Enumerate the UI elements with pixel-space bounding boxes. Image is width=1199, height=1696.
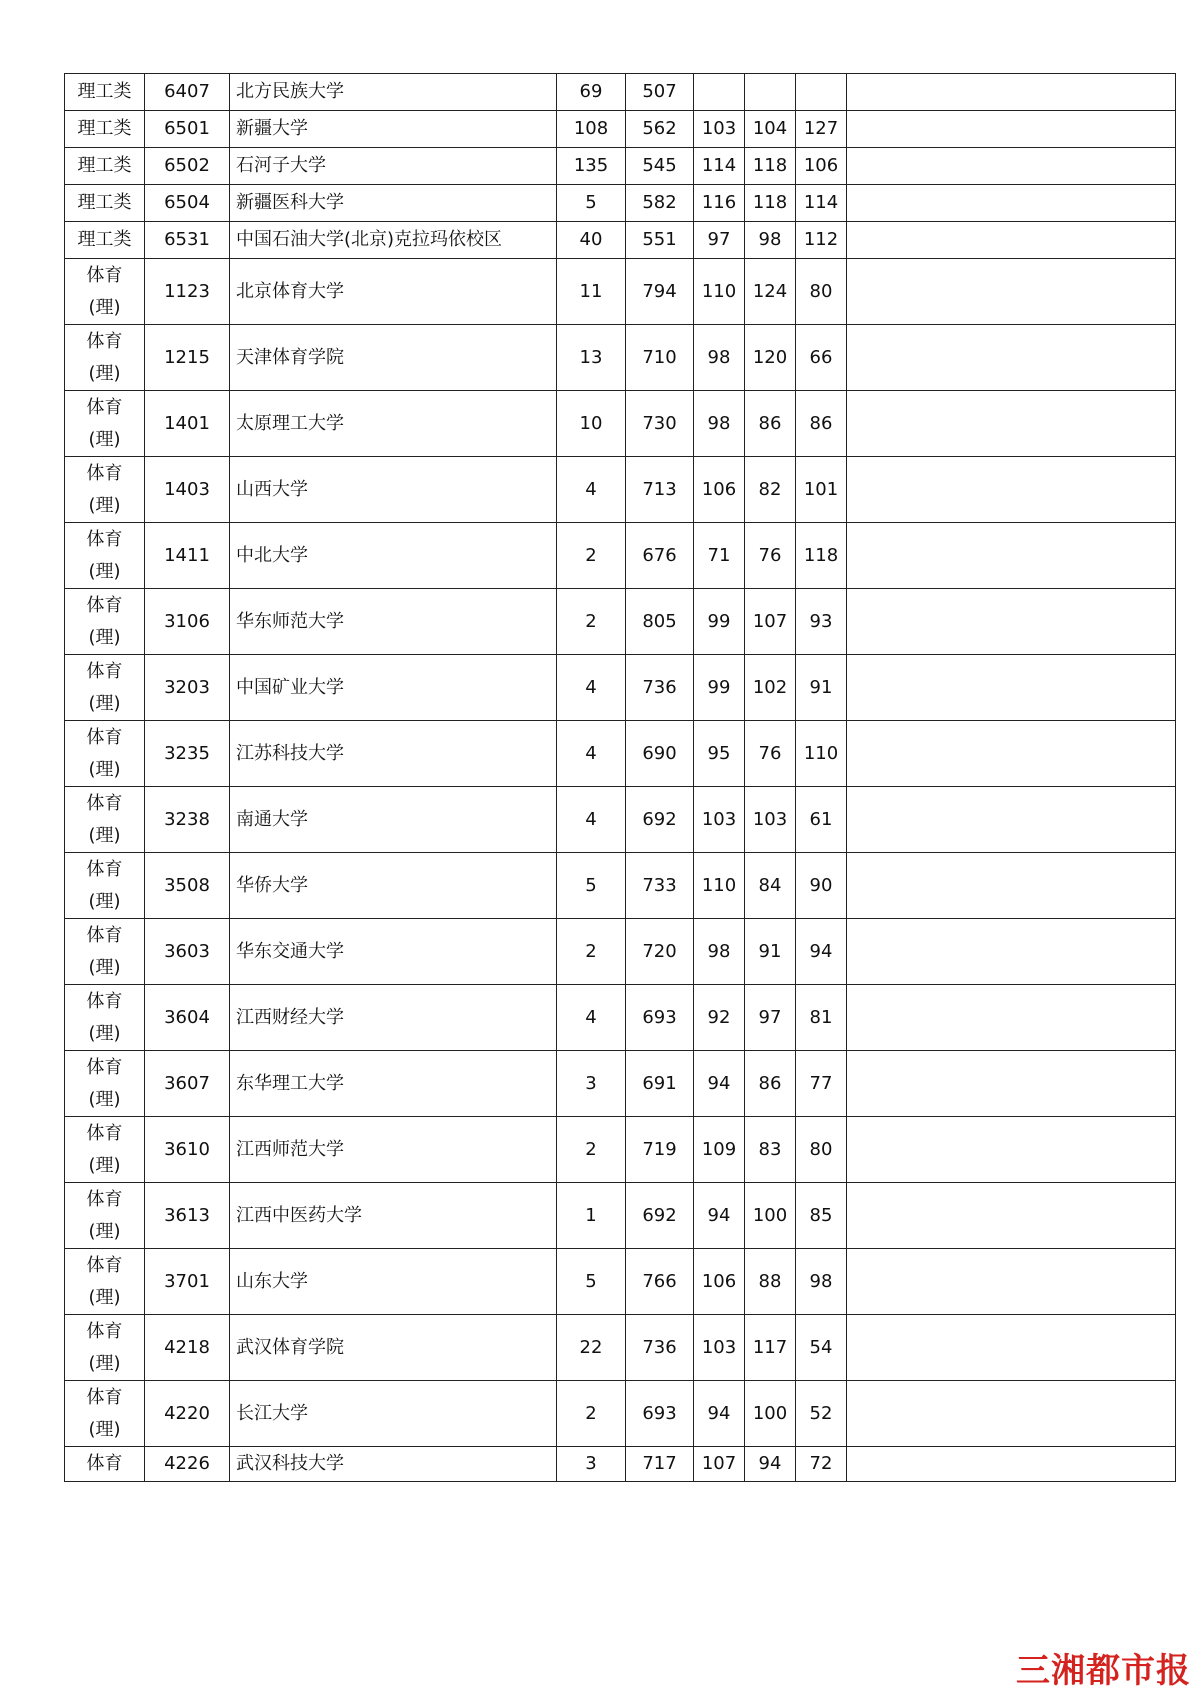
- table-row: [65, 1051, 1176, 1117]
- subject-score-1-cell: 94: [694, 1381, 745, 1447]
- note-cell: [847, 325, 1176, 391]
- category-cell: 体育 (理): [65, 1051, 145, 1117]
- code-cell: 3106: [145, 589, 230, 655]
- school-name-cell: 北京体育大学: [230, 259, 557, 325]
- note-cell: [847, 655, 1176, 721]
- note-cell: [847, 985, 1176, 1051]
- note-cell: [847, 259, 1176, 325]
- code-cell: 6531: [145, 222, 230, 259]
- table-row: [65, 111, 1176, 148]
- table-row: [65, 1381, 1176, 1447]
- code-cell: 3610: [145, 1117, 230, 1183]
- subject-score-2-cell: 83: [745, 1117, 796, 1183]
- note-cell: [847, 74, 1176, 111]
- table-row: [65, 185, 1176, 222]
- note-cell: [847, 185, 1176, 222]
- category-cell: 体育 (理): [65, 523, 145, 589]
- table-row: [65, 655, 1176, 721]
- subject-score-3-cell: 52: [796, 1381, 847, 1447]
- plan-count-cell: 4: [557, 721, 626, 787]
- subject-score-2-cell: 103: [745, 787, 796, 853]
- subject-score-2-cell: [745, 74, 796, 111]
- subject-score-1-cell: 103: [694, 1315, 745, 1381]
- category-cell: 体育: [65, 1447, 145, 1482]
- score-cell: 710: [626, 325, 694, 391]
- table-row: [65, 325, 1176, 391]
- code-cell: 1123: [145, 259, 230, 325]
- subject-score-3-cell: 94: [796, 919, 847, 985]
- plan-count-cell: 4: [557, 655, 626, 721]
- subject-score-1-cell: 98: [694, 391, 745, 457]
- subject-score-3-cell: 106: [796, 148, 847, 185]
- category-cell: 体育 (理): [65, 1117, 145, 1183]
- plan-count-cell: 5: [557, 853, 626, 919]
- subject-score-2-cell: 98: [745, 222, 796, 259]
- table-row: [65, 853, 1176, 919]
- category-cell: 体育 (理): [65, 391, 145, 457]
- code-cell: 3603: [145, 919, 230, 985]
- plan-count-cell: 13: [557, 325, 626, 391]
- category-cell: 理工类: [65, 222, 145, 259]
- table-row: [65, 787, 1176, 853]
- plan-count-cell: 135: [557, 148, 626, 185]
- subject-score-1-cell: 71: [694, 523, 745, 589]
- plan-count-cell: 2: [557, 1381, 626, 1447]
- table-row: [65, 148, 1176, 185]
- subject-score-1-cell: 103: [694, 111, 745, 148]
- subject-score-1-cell: 97: [694, 222, 745, 259]
- note-cell: [847, 1117, 1176, 1183]
- note-cell: [847, 919, 1176, 985]
- category-cell: 理工类: [65, 74, 145, 111]
- score-cell: 717: [626, 1447, 694, 1482]
- subject-score-2-cell: 118: [745, 148, 796, 185]
- subject-score-2-cell: 82: [745, 457, 796, 523]
- school-name-cell: 石河子大学: [230, 148, 557, 185]
- school-name-cell: 华东师范大学: [230, 589, 557, 655]
- subject-score-2-cell: 107: [745, 589, 796, 655]
- subject-score-2-cell: 76: [745, 721, 796, 787]
- subject-score-1-cell: 94: [694, 1051, 745, 1117]
- plan-count-cell: 3: [557, 1447, 626, 1482]
- subject-score-2-cell: 100: [745, 1183, 796, 1249]
- subject-score-1-cell: 99: [694, 589, 745, 655]
- code-cell: 1403: [145, 457, 230, 523]
- note-cell: [847, 853, 1176, 919]
- code-cell: 4220: [145, 1381, 230, 1447]
- school-name-cell: 中国石油大学(北京)克拉玛依校区: [230, 222, 557, 259]
- score-cell: 582: [626, 185, 694, 222]
- subject-score-1-cell: 98: [694, 919, 745, 985]
- plan-count-cell: 4: [557, 457, 626, 523]
- school-name-cell: 长江大学: [230, 1381, 557, 1447]
- category-cell: 体育 (理): [65, 589, 145, 655]
- subject-score-3-cell: [796, 74, 847, 111]
- subject-score-2-cell: 120: [745, 325, 796, 391]
- school-name-cell: 江西师范大学: [230, 1117, 557, 1183]
- subject-score-1-cell: 106: [694, 1249, 745, 1315]
- subject-score-3-cell: 66: [796, 325, 847, 391]
- score-cell: 507: [626, 74, 694, 111]
- subject-score-1-cell: 116: [694, 185, 745, 222]
- subject-score-3-cell: 90: [796, 853, 847, 919]
- category-cell: 体育 (理): [65, 325, 145, 391]
- subject-score-1-cell: 98: [694, 325, 745, 391]
- subject-score-3-cell: 85: [796, 1183, 847, 1249]
- plan-count-cell: 40: [557, 222, 626, 259]
- newspaper-logo: 三湘都市报: [1016, 1651, 1191, 1691]
- subject-score-3-cell: 114: [796, 185, 847, 222]
- subject-score-3-cell: 80: [796, 259, 847, 325]
- table-row: [65, 523, 1176, 589]
- score-cell: 719: [626, 1117, 694, 1183]
- score-cell: 691: [626, 1051, 694, 1117]
- school-name-cell: 中北大学: [230, 523, 557, 589]
- school-name-cell: 东华理工大学: [230, 1051, 557, 1117]
- school-name-cell: 华侨大学: [230, 853, 557, 919]
- subject-score-1-cell: 106: [694, 457, 745, 523]
- note-cell: [847, 1183, 1176, 1249]
- admissions-table: [64, 73, 1176, 1482]
- plan-count-cell: 2: [557, 523, 626, 589]
- plan-count-cell: 2: [557, 919, 626, 985]
- note-cell: [847, 1249, 1176, 1315]
- plan-count-cell: 5: [557, 1249, 626, 1315]
- plan-count-cell: 69: [557, 74, 626, 111]
- category-cell: 体育 (理): [65, 1381, 145, 1447]
- score-cell: 730: [626, 391, 694, 457]
- table-row: [65, 457, 1176, 523]
- score-cell: 692: [626, 1183, 694, 1249]
- subject-score-3-cell: 118: [796, 523, 847, 589]
- subject-score-3-cell: 61: [796, 787, 847, 853]
- plan-count-cell: 10: [557, 391, 626, 457]
- school-name-cell: 南通大学: [230, 787, 557, 853]
- subject-score-1-cell: 110: [694, 853, 745, 919]
- category-cell: 理工类: [65, 148, 145, 185]
- subject-score-2-cell: 104: [745, 111, 796, 148]
- subject-score-1-cell: 103: [694, 787, 745, 853]
- subject-score-2-cell: 117: [745, 1315, 796, 1381]
- subject-score-3-cell: 80: [796, 1117, 847, 1183]
- category-cell: 体育 (理): [65, 457, 145, 523]
- subject-score-2-cell: 84: [745, 853, 796, 919]
- school-name-cell: 武汉体育学院: [230, 1315, 557, 1381]
- score-cell: 562: [626, 111, 694, 148]
- code-cell: 3604: [145, 985, 230, 1051]
- table-row: [65, 259, 1176, 325]
- note-cell: [847, 222, 1176, 259]
- code-cell: 4218: [145, 1315, 230, 1381]
- score-cell: 766: [626, 1249, 694, 1315]
- table-body: [65, 74, 1176, 1482]
- subject-score-1-cell: 109: [694, 1117, 745, 1183]
- plan-count-cell: 2: [557, 589, 626, 655]
- school-name-cell: 江苏科技大学: [230, 721, 557, 787]
- code-cell: 1411: [145, 523, 230, 589]
- plan-count-cell: 108: [557, 111, 626, 148]
- subject-score-3-cell: 110: [796, 721, 847, 787]
- school-name-cell: 天津体育学院: [230, 325, 557, 391]
- plan-count-cell: 1: [557, 1183, 626, 1249]
- score-cell: 733: [626, 853, 694, 919]
- score-cell: 551: [626, 222, 694, 259]
- score-cell: 794: [626, 259, 694, 325]
- plan-count-cell: 2: [557, 1117, 626, 1183]
- table-row: [65, 222, 1176, 259]
- subject-score-1-cell: 110: [694, 259, 745, 325]
- subject-score-1-cell: 95: [694, 721, 745, 787]
- school-name-cell: 中国矿业大学: [230, 655, 557, 721]
- subject-score-1-cell: 107: [694, 1447, 745, 1482]
- code-cell: 6407: [145, 74, 230, 111]
- category-cell: 体育 (理): [65, 919, 145, 985]
- subject-score-3-cell: 93: [796, 589, 847, 655]
- score-cell: 676: [626, 523, 694, 589]
- subject-score-2-cell: 100: [745, 1381, 796, 1447]
- category-cell: 体育 (理): [65, 1183, 145, 1249]
- code-cell: 4226: [145, 1447, 230, 1482]
- code-cell: 1401: [145, 391, 230, 457]
- subject-score-2-cell: 102: [745, 655, 796, 721]
- score-cell: 545: [626, 148, 694, 185]
- note-cell: [847, 1447, 1176, 1482]
- school-name-cell: 山西大学: [230, 457, 557, 523]
- code-cell: 3235: [145, 721, 230, 787]
- code-cell: 3613: [145, 1183, 230, 1249]
- score-cell: 713: [626, 457, 694, 523]
- category-cell: 体育 (理): [65, 853, 145, 919]
- subject-score-3-cell: 72: [796, 1447, 847, 1482]
- score-cell: 720: [626, 919, 694, 985]
- score-cell: 736: [626, 655, 694, 721]
- note-cell: [847, 721, 1176, 787]
- plan-count-cell: 22: [557, 1315, 626, 1381]
- category-cell: 体育 (理): [65, 655, 145, 721]
- code-cell: 1215: [145, 325, 230, 391]
- score-cell: 736: [626, 1315, 694, 1381]
- note-cell: [847, 787, 1176, 853]
- code-cell: 6501: [145, 111, 230, 148]
- subject-score-2-cell: 91: [745, 919, 796, 985]
- subject-score-1-cell: 94: [694, 1183, 745, 1249]
- subject-score-3-cell: 101: [796, 457, 847, 523]
- subject-score-3-cell: 81: [796, 985, 847, 1051]
- table-row: [65, 1447, 1176, 1482]
- note-cell: [847, 1381, 1176, 1447]
- table-row: [65, 74, 1176, 111]
- school-name-cell: 山东大学: [230, 1249, 557, 1315]
- category-cell: 体育 (理): [65, 985, 145, 1051]
- score-cell: 690: [626, 721, 694, 787]
- note-cell: [847, 1315, 1176, 1381]
- subject-score-3-cell: 98: [796, 1249, 847, 1315]
- table-row: [65, 985, 1176, 1051]
- table-row: [65, 589, 1176, 655]
- table-row: [65, 919, 1176, 985]
- table-row: [65, 391, 1176, 457]
- note-cell: [847, 457, 1176, 523]
- code-cell: 3701: [145, 1249, 230, 1315]
- subject-score-2-cell: 94: [745, 1447, 796, 1482]
- note-cell: [847, 391, 1176, 457]
- subject-score-3-cell: 54: [796, 1315, 847, 1381]
- school-name-cell: 北方民族大学: [230, 74, 557, 111]
- category-cell: 体育 (理): [65, 721, 145, 787]
- code-cell: 6502: [145, 148, 230, 185]
- subject-score-2-cell: 118: [745, 185, 796, 222]
- plan-count-cell: 3: [557, 1051, 626, 1117]
- subject-score-2-cell: 86: [745, 1051, 796, 1117]
- note-cell: [847, 1051, 1176, 1117]
- plan-count-cell: 5: [557, 185, 626, 222]
- score-cell: 693: [626, 985, 694, 1051]
- score-cell: 805: [626, 589, 694, 655]
- school-name-cell: 华东交通大学: [230, 919, 557, 985]
- code-cell: 6504: [145, 185, 230, 222]
- plan-count-cell: 4: [557, 787, 626, 853]
- category-cell: 体育 (理): [65, 1315, 145, 1381]
- code-cell: 3607: [145, 1051, 230, 1117]
- score-cell: 692: [626, 787, 694, 853]
- subject-score-1-cell: 114: [694, 148, 745, 185]
- code-cell: 3508: [145, 853, 230, 919]
- plan-count-cell: 11: [557, 259, 626, 325]
- school-name-cell: 武汉科技大学: [230, 1447, 557, 1482]
- table-row: [65, 1183, 1176, 1249]
- subject-score-3-cell: 77: [796, 1051, 847, 1117]
- plan-count-cell: 4: [557, 985, 626, 1051]
- school-name-cell: 太原理工大学: [230, 391, 557, 457]
- subject-score-3-cell: 127: [796, 111, 847, 148]
- school-name-cell: 新疆医科大学: [230, 185, 557, 222]
- category-cell: 理工类: [65, 185, 145, 222]
- subject-score-1-cell: 92: [694, 985, 745, 1051]
- subject-score-2-cell: 97: [745, 985, 796, 1051]
- subject-score-3-cell: 86: [796, 391, 847, 457]
- note-cell: [847, 111, 1176, 148]
- subject-score-2-cell: 76: [745, 523, 796, 589]
- subject-score-1-cell: 99: [694, 655, 745, 721]
- school-name-cell: 江西中医药大学: [230, 1183, 557, 1249]
- subject-score-3-cell: 112: [796, 222, 847, 259]
- table-row: [65, 1117, 1176, 1183]
- score-cell: 693: [626, 1381, 694, 1447]
- category-cell: 体育 (理): [65, 259, 145, 325]
- school-name-cell: 新疆大学: [230, 111, 557, 148]
- table-row: [65, 721, 1176, 787]
- note-cell: [847, 148, 1176, 185]
- note-cell: [847, 589, 1176, 655]
- code-cell: 3203: [145, 655, 230, 721]
- subject-score-3-cell: 91: [796, 655, 847, 721]
- category-cell: 理工类: [65, 111, 145, 148]
- school-name-cell: 江西财经大学: [230, 985, 557, 1051]
- table-row: [65, 1315, 1176, 1381]
- subject-score-2-cell: 88: [745, 1249, 796, 1315]
- category-cell: 体育 (理): [65, 1249, 145, 1315]
- code-cell: 3238: [145, 787, 230, 853]
- table-row: [65, 1249, 1176, 1315]
- subject-score-2-cell: 124: [745, 259, 796, 325]
- subject-score-2-cell: 86: [745, 391, 796, 457]
- category-cell: 体育 (理): [65, 787, 145, 853]
- subject-score-1-cell: [694, 74, 745, 111]
- note-cell: [847, 523, 1176, 589]
